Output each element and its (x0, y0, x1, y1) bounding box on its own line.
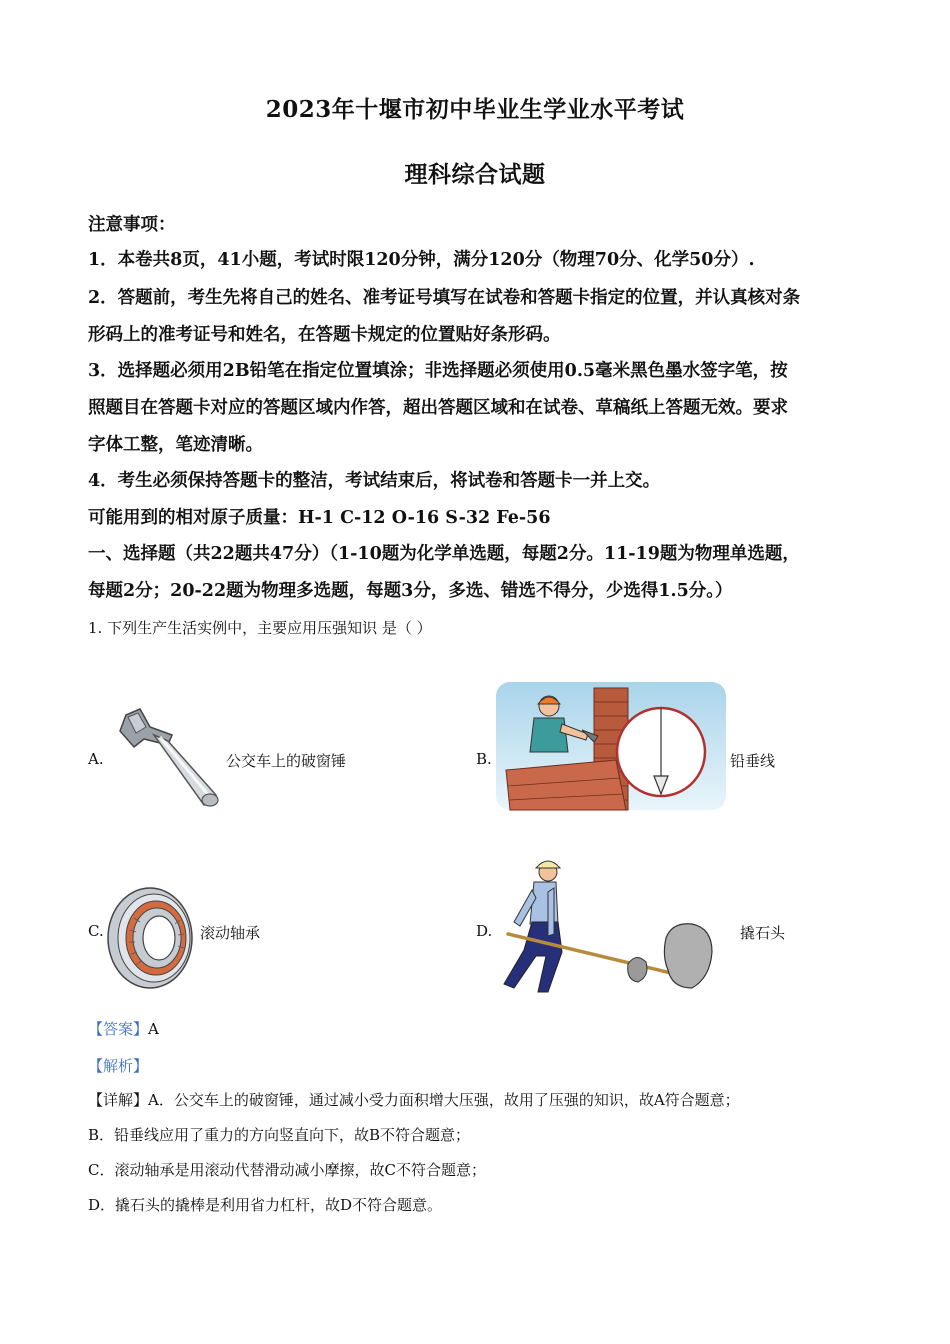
detail-line-3: C．滚动轴承是用滚动代替滑动减小摩擦，故C不符合题意； (88, 1161, 486, 1179)
detail-line-4: D．撬石头的撬棒是利用省力杠杆，故D不符合题意。 (88, 1196, 443, 1214)
notice-line-3: 形码上的准考证号和姓名，在答题卡规定的位置贴好条形码。 (88, 325, 561, 345)
option-b-text: 铅垂线 (730, 752, 776, 770)
window-hammer-illustration (106, 705, 226, 810)
option-d-letter: D. (476, 922, 493, 940)
option-a-text: 公交车上的破窗锤 (226, 752, 347, 770)
rolling-bearing-illustration (104, 884, 196, 992)
detail-text-a: A．公交车上的破窗锤，通过减小受力面积增大压强，故用了压强的知识，故A符合题意； (148, 1091, 740, 1109)
prying-stone-illustration (496, 852, 722, 998)
atomic-mass-line: 可能用到的相对原子质量：H-1 C-12 O-16 S-32 Fe-56 (88, 508, 551, 528)
detail-line-1 (88, 1089, 740, 1110)
notice-line-5: 照题目在答题卡对应的答题区域内作答，超出答题区域和在试卷、草稿纸上答题无效。要求 (88, 398, 788, 418)
page-subtitle: 理科综合试题 (404, 161, 546, 188)
analysis-tag: 【解析】 (88, 1057, 149, 1075)
section-line-2: 每题2分；20-22题为物理多选题，每题3分，多选、错选不得分，少选得1.5分。） (88, 581, 733, 601)
notice-line-1: 1．本卷共8页，41小题，考试时限120分钟，满分120分（物理70分、化学50分）. (88, 250, 755, 270)
option-a-letter: A. (88, 750, 104, 768)
notice-heading: 注意事项： (88, 215, 176, 235)
plumb-line-illustration (496, 682, 726, 810)
option-d-text: 撬石头 (740, 924, 786, 942)
page-title: 2023年十堰市初中毕业生学业水平考试 (265, 96, 685, 123)
notice-line-2: 2．答题前，考生先将自己的姓名、准考证号填写在试卷和答题卡指定的位置，并认真核对条 (88, 288, 801, 308)
notice-line-4: 3．选择题必须用2B铅笔在指定位置填涂；非选择题必须使用0.5毫米黑色墨水签字笔，按 (88, 361, 788, 381)
section-line-1: 一、选择题（共22题共47分）（1-10题为化学单选题，每题2分。11-19题为物理单选题， (88, 544, 800, 564)
answer-tag: 【答案】 (88, 1020, 149, 1038)
notice-line-7: 4．考生必须保持答题卡的整洁，考试结束后，将试卷和答题卡一并上交。 (88, 471, 661, 491)
option-c-letter: C. (88, 922, 104, 940)
question-stem: 1. 下列生产生活实例中，主要应用压强知识 是（ ） (88, 619, 432, 637)
option-b-letter: B. (476, 750, 492, 768)
answer-value: A (148, 1020, 159, 1038)
notice-line-6: 字体工整，笔迹清晰。 (88, 435, 263, 455)
detail-tag: 【详解】 (88, 1091, 149, 1109)
answer-line (88, 1018, 159, 1039)
option-c-text: 滚动轴承 (200, 924, 261, 942)
detail-line-2: B．铅垂线应用了重力的方向竖直向下，故B不符合题意； (88, 1126, 471, 1144)
